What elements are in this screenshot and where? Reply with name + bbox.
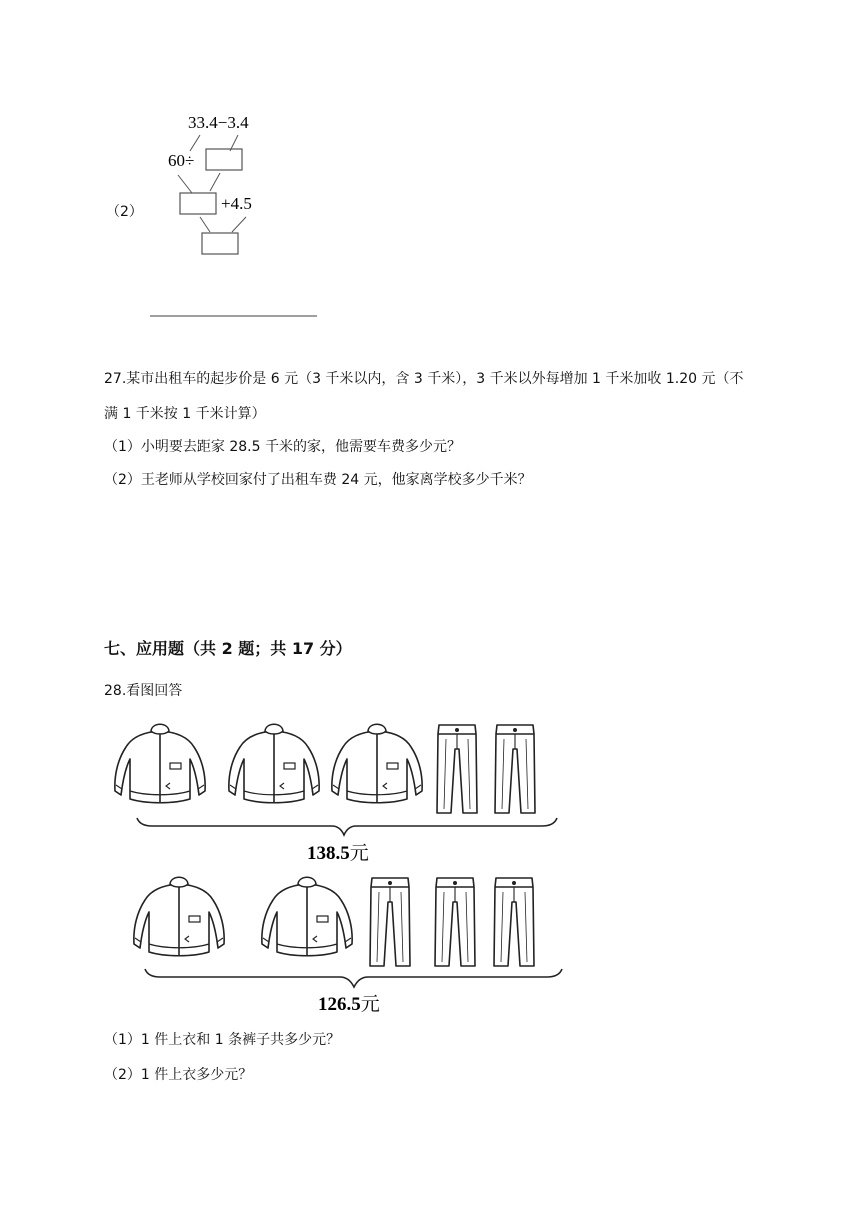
q28-sub-question-2: （2）1 件上衣多少元？: [104, 1067, 253, 1083]
jacket-image: [229, 724, 319, 803]
flow-answer-box[interactable]: [206, 149, 242, 170]
group-brace: [145, 969, 562, 987]
group-brace: [137, 818, 557, 835]
flow-connector: [200, 217, 210, 232]
q26-part-label: （2）: [106, 204, 143, 220]
flow-divide-label: 60÷: [168, 151, 195, 170]
q28-title: 28.看图回答: [104, 683, 183, 699]
jacket-image: [115, 724, 205, 803]
q27-stem-line1: 27.某市出租车的起步价是 6 元（3 千米以内，含 3 千米），3 千米以外每增加 1 千米加收 1.20 元（不: [104, 371, 744, 387]
q26-flow-diagram: [150, 105, 330, 325]
q27-stem-line2: 满 1 千米按 1 千米计算）: [104, 406, 266, 422]
flow-connector: [190, 135, 200, 151]
pants-image: [435, 878, 475, 966]
flow-top-expression: 33.4−3.4: [188, 113, 249, 132]
q27-sub-question-1: （1）小明要去距家 28.5 千米的家，他需要车费多少元？: [104, 439, 461, 455]
pants-image: [494, 878, 534, 966]
group2-price: 126.5元: [318, 994, 380, 1015]
flow-connector: [210, 173, 220, 191]
jacket-image: [262, 877, 352, 956]
q28-clothing-figure: [100, 715, 580, 1020]
jacket-image: [134, 877, 224, 956]
pants-image: [495, 725, 535, 813]
jacket-image: [332, 724, 422, 803]
flow-connector: [178, 175, 192, 193]
pants-image: [370, 878, 410, 966]
flow-connector: [232, 217, 246, 232]
flow-answer-box[interactable]: [202, 233, 238, 254]
group1-price: 138.5元: [307, 843, 369, 864]
section-heading: 七、应用题（共 2 题；共 17 分）: [104, 639, 352, 658]
q27-sub-question-2: （2）王老师从学校回家付了出租车费 24 元，他家离学校多少千米？: [104, 472, 532, 488]
pants-image: [437, 725, 477, 813]
flow-add-label: +4.5: [221, 194, 252, 213]
flow-answer-box[interactable]: [180, 193, 216, 214]
q28-sub-question-1: （1）1 件上衣和 1 条裤子共多少元？: [104, 1032, 341, 1048]
